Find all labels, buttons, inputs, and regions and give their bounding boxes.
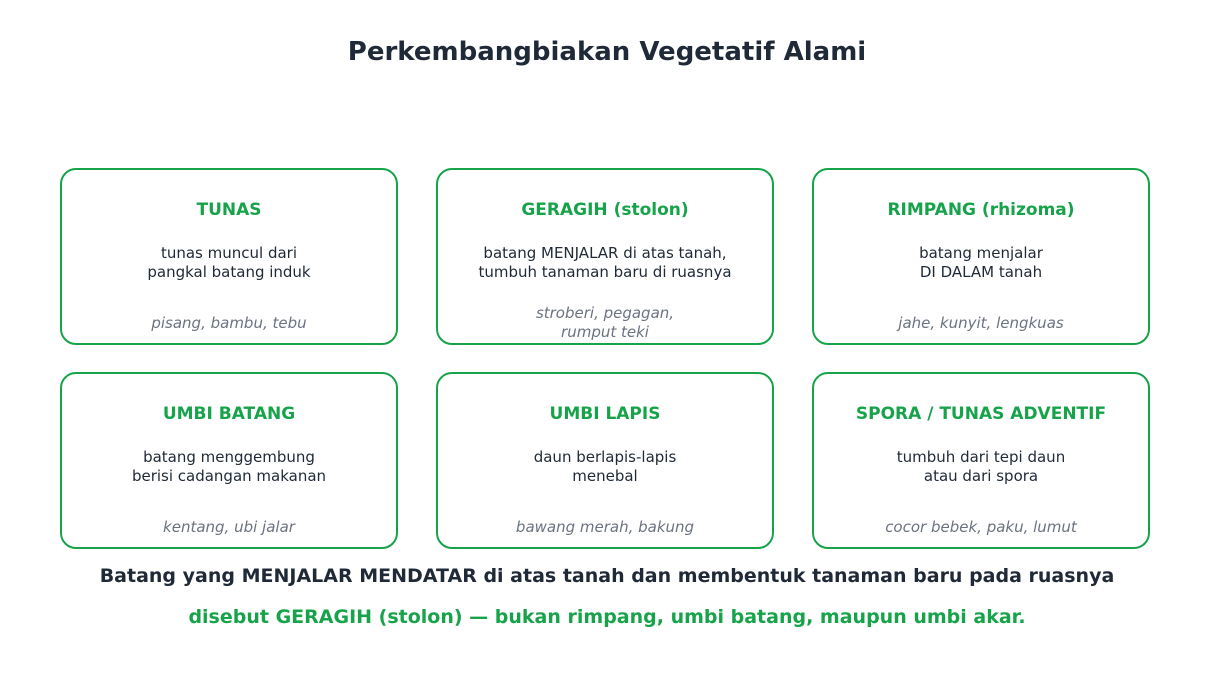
card-description: daun berlapis-lapis menebal [533, 448, 677, 485]
card-example: kentang, ubi jalar [163, 518, 295, 536]
card-title: GERAGIH (stolon) [521, 200, 689, 220]
card-description: tunas muncul dari pangkal batang induk [147, 244, 311, 281]
card-title: SPORA / TUNAS ADVENTIF [855, 404, 1107, 424]
card-tunas [60, 168, 398, 345]
diagram-title: Perkembangbiakan Vegetatif Alami [347, 37, 867, 67]
card-spora-tunas-adventif [812, 372, 1150, 549]
card-title: UMBI BATANG [162, 404, 296, 424]
card-description: tumbuh dari tepi daun atau dari spora [896, 448, 1066, 485]
card-title: RIMPANG (rhizoma) [887, 200, 1075, 220]
card-umbi-batang [60, 372, 398, 549]
summary-line-1: Batang yang MENJALAR MENDATAR di atas tanah dan membentuk tanaman baru pada ruasnya [99, 565, 1115, 587]
summary-line-2: disebut GERAGIH (stolon) — bukan rimpang, umbi batang, maupun umbi akar. [188, 606, 1026, 628]
card-description: batang menjalar DI DALAM tanah [919, 244, 1043, 281]
card-title: TUNAS [196, 200, 262, 220]
card-rimpang [812, 168, 1150, 345]
card-geragih [436, 168, 774, 345]
card-example: bawang merah, bakung [515, 518, 695, 536]
card-example: cocor bebek, paku, lumut [885, 518, 1077, 536]
card-example: pisang, bambu, tebu [151, 314, 307, 332]
card-title: UMBI LAPIS [549, 404, 661, 424]
card-example: stroberi, pegagan, rumput teki [535, 304, 675, 341]
card-umbi-lapis [436, 372, 774, 549]
card-description: batang menggembung berisi cadangan makanan [131, 448, 327, 485]
card-example: jahe, kunyit, lengkuas [898, 314, 1064, 332]
card-description: batang MENJALAR di atas tanah, tumbuh tanaman baru di ruasnya [478, 244, 732, 281]
